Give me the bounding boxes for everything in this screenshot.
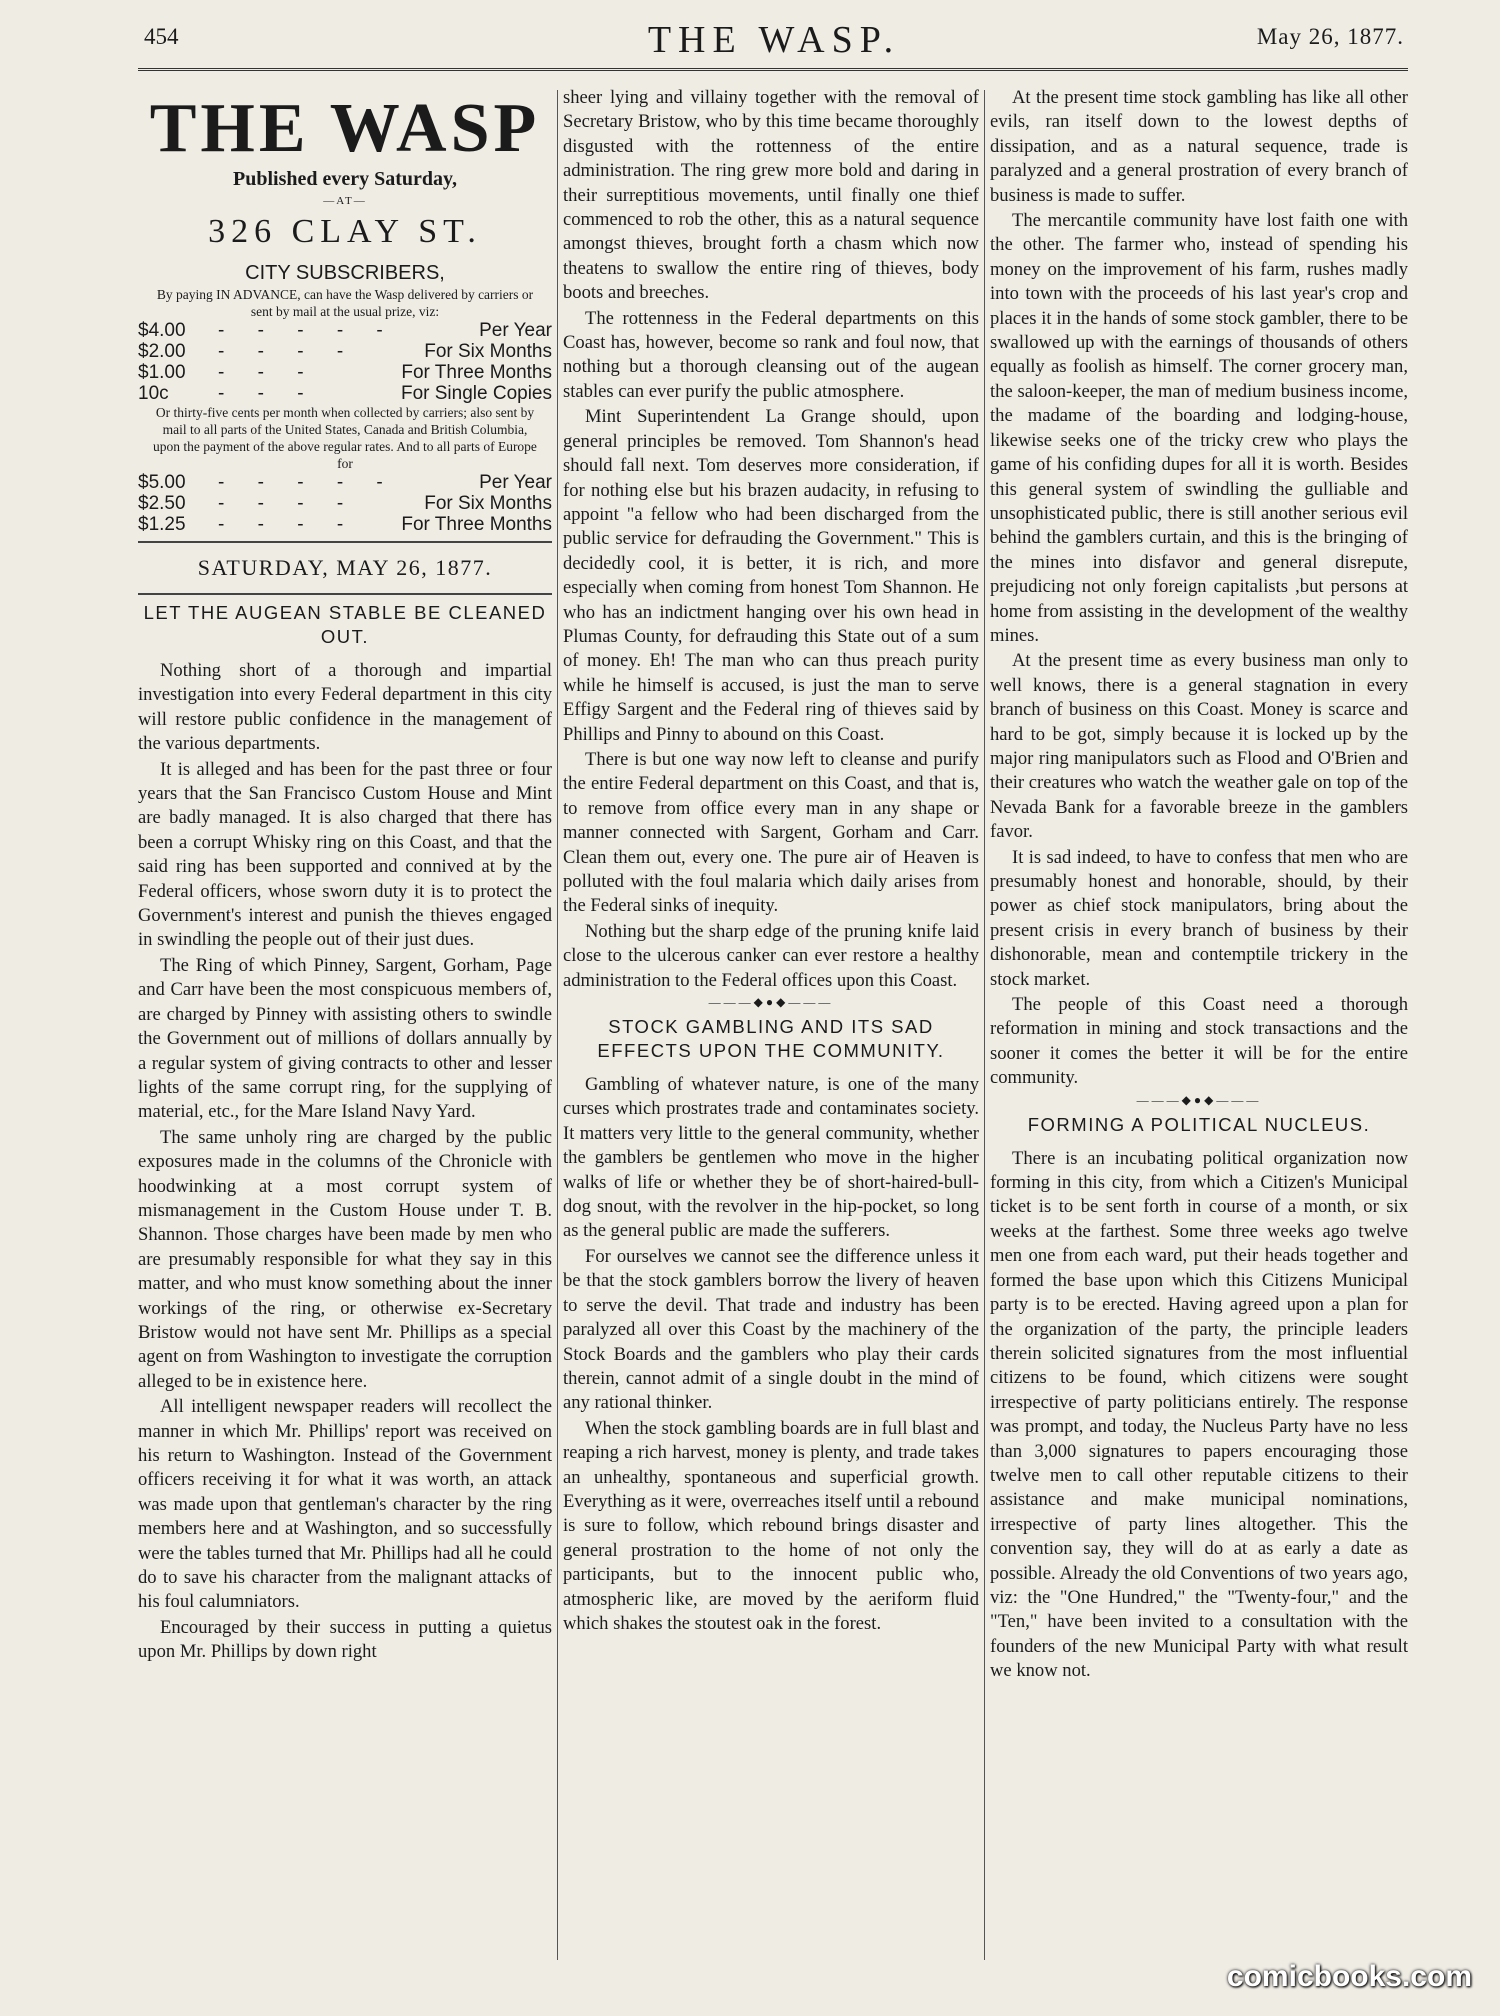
paragraph: Nothing but the sharp edge of the pruning knife laid close to the ulcerous canker can ever restore a healthy administration to the Federal offices upon this Coast. bbox=[563, 920, 979, 991]
top-rule bbox=[138, 68, 1408, 73]
paragraph: For ourselves we cannot see the difference unless it be that the stock gamblers borrow the livery of heaven to serve the devil. That trade and industry has been paralyzed all over this Coast by the machinery of the Stock Boards and the gamblers who play their cards therein, cannot admit of a single doubt in the mind of any rational thinker. bbox=[563, 1245, 979, 1414]
article-headline: STOCK GAMBLING AND ITS SAD EFFECTS UPON THE COMMUNITY. bbox=[597, 1016, 945, 1062]
price-row: $2.50 - - - - For Six Months bbox=[138, 493, 552, 514]
subscription-terms: By paying IN ADVANCE, can have the Wasp delivered by carriers or sent by mail at the usual prize, viz: bbox=[156, 287, 534, 319]
divider bbox=[138, 593, 552, 595]
price-row: $1.00 - - - For Three Months bbox=[138, 362, 552, 383]
paragraph: At the present time as every business man only to well knows, there is a general stagnation in every branch of business on this Coast. Money is scarce and hard to be got, simply because it is locked up by the major ring manipulators such as Flood and O'Brien and their creatures who watch the weather gale on top of the Nevada Bank for a favorable breeze in the gamblers favor. bbox=[990, 650, 1408, 843]
europe-price-list bbox=[138, 472, 552, 535]
column-3 bbox=[990, 86, 1408, 1685]
paragraph: The people of this Coast need a thorough reformation in mining and stock transactions and the sooner it comes the better it will be for the entire community. bbox=[990, 994, 1408, 1089]
paragraph: Gambling of whatever nature, is one of the many curses which prostrates trade and contaminates society. It matters very little to the general community, whether the gamblers be gentlemen who move in the higher walks of life or whether they be of short-haired-bull-dog snout, with the revolver in the hip-pocket, so long as the general public are made the sufferers. bbox=[563, 1074, 979, 1242]
watermark: comicbooks.com bbox=[1226, 1960, 1472, 1993]
running-title: THE WASP. bbox=[647, 19, 901, 61]
running-date: May 26, 1877. bbox=[1256, 24, 1404, 49]
paragraph: The mercantile community have lost faith one with the other. The farmer who, instead of spending his money on the improvement of his farm, rushes madly into town with the proceeds of his last year's crop and places it in the hands of some stock gambler, there to be swallowed up with the earnings of thousands of others equally as foolish as himself. The corner grocery man, the saloon-keeper, the man of medium business income, the madame of the boarding and lodging-house, likewise seeks one of the tricky crew who plays the game of his confiding dupes for all it is worth. Besides this general system of swindling the gulliable and unsophisticated public, there is still another serious evil behind the gamblers curtain, and this is the bringing of the mines into disfavor and general disrepute, prejudicing not only foreign capitalists ,but persons at home from assisting in the development of the wealthy mines. bbox=[990, 210, 1408, 646]
article-headline: LET THE AUGEAN STABLE BE CLEANED OUT. bbox=[143, 602, 547, 647]
article-headline: FORMING A POLITICAL NUCLEUS. bbox=[1027, 1113, 1371, 1135]
paragraph: There is an incubating political organization now forming in this city, from which a Citizen's Municipal ticket is to be sent forth in course of a month, or six weeks at the farthest. Some three weeks ago twelve men one from each ward, put their heads together and formed the base upon which this Citizens Municipal party is to be erected. Having agreed upon a plan for the organization of the party, the principle leaders therein solicited signatures from the most influential citizens to be found, which citizens were sought irrespective of party politicians entirely. The response was prompt, and today, the Nucleus Party have no less than 3,000 signatures to papers encouraging those twelve men to call other reputable citizens to their assistance and make municipal nominations, irrespective of party lines altogether. This the convention say, they will do at as early a date as possible. Already the old Conventions of two years ago, viz: the "One Hundred," the "Twenty-four," and the "Ten," have been invited to a consultation with the founders of the new Municipal Party with what result we know not. bbox=[990, 1147, 1408, 1682]
column-2 bbox=[563, 86, 979, 1637]
running-head bbox=[140, 18, 1408, 61]
column-1 bbox=[138, 86, 552, 1666]
masthead-published: Published every Saturday, bbox=[233, 168, 457, 190]
column-rule bbox=[984, 90, 985, 1960]
paragraph: The rottenness in the Federal departments on this Coast has, however, become so rank and foul now, that nothing but a thorough cleansing out of the augean stables can ever purify the public atmosphere. bbox=[563, 307, 979, 402]
ornament-divider: ———◆●◆——— bbox=[1136, 1092, 1262, 1107]
masthead-title: THE WASP bbox=[149, 90, 541, 167]
mail-terms: Or thirty-five cents per month when collected by carriers; also sent by mail to all parts of the United States, Canada and British Columbia, upon the payment of the above regular rates. And to all parts of Europe for bbox=[153, 405, 537, 471]
paragraph: It is alleged and has been for the past three or four years that the San Francisco Custom House and Mint are badly managed. It is also charged that there has been a corrupt Whisky ring on this Coast, and that the said ring has been supported and connived at by the Federal officers, whose sworn duty it is to protect the Government's interest and punish the thieves engaged in swindling the people out of their just dues. bbox=[138, 758, 552, 951]
paragraph: Mint Superintendent La Grange should, upon general principles be removed. Tom Shannon's head should fall next. Tom deserves more consideration, if for nothing else but his brazen audacity, in refusing to appoint "a fellow who had been discharged from the public service for defrauding the Government." This is decidedly cool, it is better, it is rich, and more especially when coming from honest Tom Shannon. He who has an indictment hanging over his own head in Plumas County, for defrauding this State out of a sum of money. Eh! The man who can thus preach purity while he himself is accused, is just the man to serve Effigy Sargent and the Federal ring of thieves said by Phillips and Pinny to abound on this Coast. bbox=[563, 406, 979, 745]
price-row: $1.25 - - - - For Three Months bbox=[138, 514, 552, 535]
paragraph: Nothing short of a thorough and impartial investigation into every Federal department in this city will restore public confidence in the management of the various departments. bbox=[138, 660, 552, 755]
price-row: $5.00 - - - - - Per Year bbox=[138, 472, 552, 493]
paragraph: The same unholy ring are charged by the public exposures made in the columns of the Chronicle with hoodwinking at a most corrupt system of mismanagement in the Custom House under T. B. Shannon. Those charges have been made by men who are presumably responsible for what they say in this matter, and who must know something about the inner workings of the ring, or otherwise ex-Secretary Bristow would not have sent Mr. Phillips as a special agent on from Washington to investigate the corruption alleged to be in existence here. bbox=[138, 1126, 552, 1392]
city-subscribers-heading: CITY SUBSCRIBERS, bbox=[245, 262, 445, 284]
city-price-list bbox=[138, 320, 552, 404]
paragraph: When the stock gambling boards are in full blast and reaping a rich harvest, money is plenty, and trade takes an unhealthy, spontaneous and superficial growth. Everything as it were, overreaches itself until a rebound is sure to follow, which rebound brings disaster and general prostration to the home of not only the participants, but to the innocent public who, atmospheric like, are moved by the aeriform fluid which shakes the stoutest oak in the forest. bbox=[563, 1417, 979, 1634]
price-row: $2.00 - - - - For Six Months bbox=[138, 341, 552, 362]
paragraph: At the present time stock gambling has like all other evils, ran itself down to the lowest depths of dissipation, and as a natural sequence, trade is paralyzed and a general prostration of every branch of business is made to suffer. bbox=[990, 87, 1408, 206]
masthead bbox=[138, 92, 552, 595]
ornament-divider: ———◆●◆——— bbox=[708, 995, 834, 1010]
price-row: 10c - - - For Single Copies bbox=[138, 383, 552, 404]
masthead-address: 326 CLAY ST. bbox=[208, 213, 482, 250]
paragraph: There is but one way now left to cleanse and purify the entire Federal department on this Coast, and that is, to remove from office every man in any shape or manner connected with Sargent, Gorham and Carr. Clean them out, every one. The pure air of Heaven is polluted with the foul malaria which daily arises from the Federal sinks of inequity. bbox=[563, 748, 979, 917]
masthead-at: —AT— bbox=[323, 195, 367, 207]
paragraph: Encouraged by their success in putting a quietus upon Mr. Phillips by down right bbox=[138, 1616, 552, 1663]
issue-date: SATURDAY, MAY 26, 1877. bbox=[197, 555, 493, 580]
column-rule bbox=[557, 90, 558, 1960]
divider bbox=[138, 541, 552, 543]
page-number: 454 bbox=[144, 24, 179, 49]
paragraph: The Ring of which Pinney, Sargent, Gorham, Page and Carr have been the most conspicuous members of, are charged by Pinney with assisting others to swindle the Government out of millions of dollars annually by a regular system of giving contracts to other and lesser lights of the same corrupt ring, for the supplying of material, etc., for the Mare Island Navy Yard. bbox=[138, 954, 552, 1123]
paragraph: sheer lying and villainy together with the removal of Secretary Bristow, who by this time became thoroughly disgusted with the rottenness of the entire administration. The ring grew more bold and daring in their surreptitious movements, until finally one thief commenced to rob the other, this as a natural sequence amongst thieves, brought forth a chasm which now theatens to swallow the entire ring of thieves, body boots and breeches. bbox=[563, 87, 979, 304]
paragraph: All intelligent newspaper readers will recollect the manner in which Mr. Phillips' report was received on his return to Washington. Instead of the Government officers receiving it for what it was worth, an attack was made upon that gentleman's character by the ring members here and at Washington, and so successfully were the tables turned that Mr. Phillips had all he could do to save his character from the malignant attacks of his foul calumniators. bbox=[138, 1396, 552, 1613]
paragraph: It is sad indeed, to have to confess that men who are presumably honest and honorable, should, by their power as chief stock manipulators, bring about the present crisis in every branch of business by their dishonorable, mean and contemptile trickery in the stock market. bbox=[990, 846, 1408, 990]
price-row: $4.00 - - - - - Per Year bbox=[138, 320, 552, 341]
